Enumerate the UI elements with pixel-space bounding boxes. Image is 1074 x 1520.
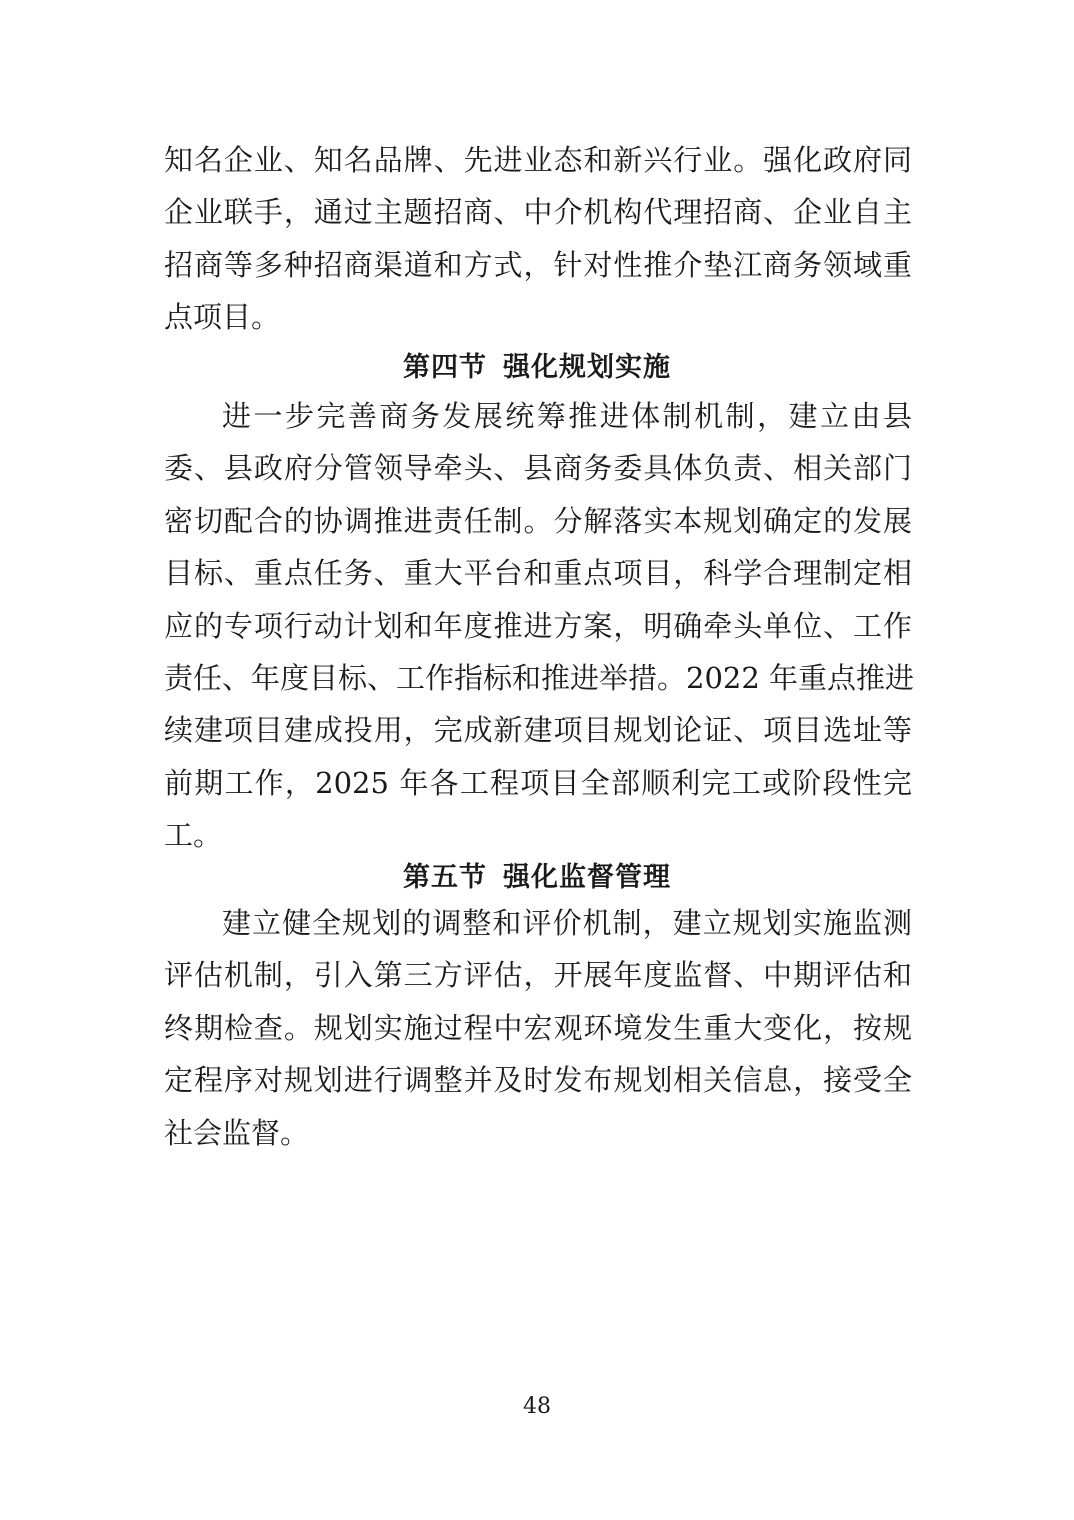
paragraph-line: 续建项目建成投用，完成新建项目规划论证、项目选址等: [164, 713, 912, 748]
paragraph-line: 终期检查。规划实施过程中宏观环境发生重大变化，按规: [164, 1010, 912, 1045]
paragraph-line: 进一步完善商务发展统筹推进体制机制，建立由县: [222, 399, 912, 433]
paragraph-3: [164, 897, 912, 1159]
paragraph-line: 委、县政府分管领导牵头、县商务委具体负责、相关部门: [164, 451, 912, 486]
section-number: 第五节: [403, 862, 487, 893]
paragraph-line: 评估机制，引入第三方评估，开展年度监督、中期评估和: [164, 958, 912, 993]
paragraph-line: 工。: [164, 818, 223, 853]
paragraph-line: 社会监督。: [164, 1115, 310, 1150]
paragraph-line: 目标、重点任务、重大平台和重点项目，科学合理制定相: [164, 556, 912, 591]
paragraph-line: 责任、年度目标、工作指标和推进举措。2022 年重点推进: [164, 660, 915, 695]
page-number: 48: [523, 1394, 551, 1419]
paragraph-line: 建立健全规划的调整和评价机制，建立规划实施监测: [222, 906, 912, 940]
section-number: 第四节: [403, 352, 487, 383]
section-title: 强化规划实施: [503, 352, 671, 383]
paragraph-line: 知名企业、知名品牌、先进业态和新兴行业。强化政府同: [164, 143, 912, 177]
section-heading-4: [0, 345, 1074, 384]
paragraph-2: [164, 390, 915, 862]
paragraph-line: 定程序对规划进行调整并及时发布规划相关信息，接受全: [164, 1063, 912, 1098]
section-title: 强化监督管理: [503, 862, 671, 893]
section-heading-5: [0, 855, 1074, 894]
paragraph-1: [164, 134, 912, 344]
paragraph-line: 招商等多种招商渠道和方式，针对性推介垫江商务领域重: [164, 247, 912, 282]
paragraph-line: 点项目。: [164, 300, 281, 335]
paragraph-line: 企业联手，通过主题招商、中介机构代理招商、企业自主: [164, 195, 912, 230]
paragraph-line: 前期工作，2025 年各工程项目全部顺利完工或阶段性完: [164, 765, 912, 800]
paragraph-line: 密切配合的协调推进责任制。分解落实本规划确定的发展: [164, 503, 912, 538]
paragraph-line: 应的专项行动计划和年度推进方案，明确牵头单位、工作: [164, 608, 912, 643]
